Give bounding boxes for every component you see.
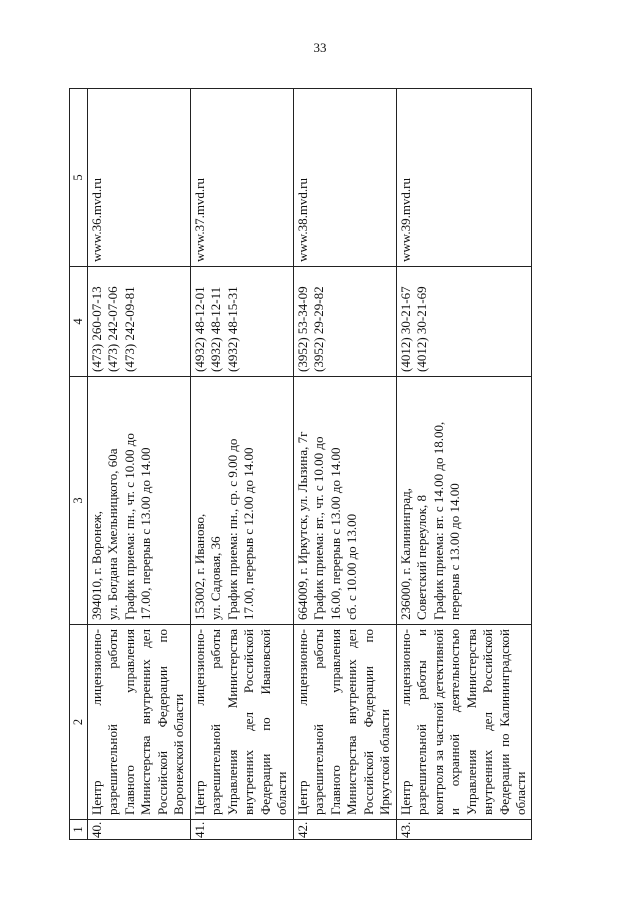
- address-and-schedule: [396, 377, 531, 625]
- page-number: 33: [313, 40, 327, 55]
- phone-number: (3952) 29-29-82: [311, 286, 326, 372]
- phones: [87, 267, 190, 377]
- organization-name: Центр лицензионно-разрешительной работы Главного управления Министерства внутренних дел Российской Федерации по Иркутской области: [293, 625, 396, 820]
- phones: [190, 267, 293, 377]
- address-and-schedule: [87, 377, 190, 625]
- organization-name: Центр лицензионно-разрешительной работы Главного управления Министерства внутренних дел Российской Федерации по Воронежской области: [87, 625, 190, 820]
- table-row: [396, 89, 531, 840]
- row-number: 43.: [396, 820, 531, 840]
- address-line: 664009, г. Иркутск, ул. Лызина, 7г: [294, 431, 310, 620]
- address-line: сб. с 10.00 до 13.00: [344, 513, 359, 620]
- licensing-centers-table: [69, 88, 532, 840]
- website: www.39.mvd.ru: [396, 89, 531, 267]
- website: www.37.mvd.ru: [190, 89, 293, 267]
- phone-number: (473) 242-09-81: [121, 286, 137, 372]
- row-number: 41.: [190, 820, 293, 840]
- address-line: ул. Богдана Хмельницкого, 60а: [105, 448, 120, 620]
- address-line: График приема: вт., чт. с 10.00 до: [311, 436, 326, 620]
- column-number-row: [70, 89, 88, 840]
- website: www.38.mvd.ru: [293, 89, 396, 267]
- column-number: 5: [70, 89, 88, 267]
- address-line: 17.00, перерыв с 13.00 до 14.00: [138, 447, 153, 620]
- column-number: 3: [70, 377, 88, 625]
- column-number: 2: [70, 625, 88, 820]
- address-line: График приема: пн., ср. с 9.00 до: [224, 438, 240, 620]
- phone-number: (473) 260-07-13: [88, 286, 104, 372]
- phones: [293, 267, 396, 377]
- column-number: 4: [70, 267, 88, 377]
- website: www.36.mvd.ru: [87, 89, 190, 267]
- address-line: перерыв с 13.00 до 14.00: [447, 483, 462, 620]
- table-row: [190, 89, 293, 840]
- table-row: [293, 89, 396, 840]
- table-rotator: [69, 88, 528, 840]
- address-line: График приема: вт. с 14.00 до 18.00,: [430, 421, 446, 620]
- column-number: 1: [70, 820, 88, 840]
- table-row: [87, 89, 190, 840]
- address-and-schedule: [293, 377, 396, 625]
- phones: [396, 267, 531, 377]
- phone-number: (4012) 30-21-69: [414, 286, 429, 372]
- address-line: 394010, г. Воронеж,: [88, 511, 104, 620]
- row-number: 42.: [293, 820, 396, 840]
- address-line: Советский переулок, 8: [414, 495, 429, 620]
- address-line: 16.00, перерыв с 13.00 до 14.00: [327, 447, 343, 620]
- rotated-table-area: [69, 88, 528, 840]
- address-line: График приема: пн., чт. с 10.00 до: [121, 433, 137, 620]
- address-line: ул. Садовая, 36: [208, 536, 223, 620]
- row-number: 40.: [87, 820, 190, 840]
- address-line: 236000, г. Калининград,: [397, 487, 413, 620]
- phone-number: (473) 242-07-06: [105, 286, 120, 372]
- phone-number: (4932) 48-12-01: [191, 286, 207, 372]
- organization-name: Центр лицензионно-разрешительной работы Управления Министерства внутренних дел Российской Федерации по Ивановской области: [190, 625, 293, 820]
- address-and-schedule: [190, 377, 293, 625]
- phone-number: (4932) 48-12-11: [208, 286, 223, 372]
- address-line: 17.00, перерыв с 12.00 до 14.00: [241, 447, 256, 620]
- organization-name: Центр лицензионно-разрешительной работы и контроля за частной детективной и охранной деятельностью Управления Министерства внутренних дел Российской Федерации по Калининградской области: [396, 625, 531, 820]
- phone-number: (4012) 30-21-67: [397, 286, 413, 372]
- phone-number: (3952) 53-34-09: [294, 286, 310, 372]
- phone-number: (4932) 48-15-31: [224, 286, 240, 372]
- address-line: 153002, г. Иваново,: [191, 513, 207, 620]
